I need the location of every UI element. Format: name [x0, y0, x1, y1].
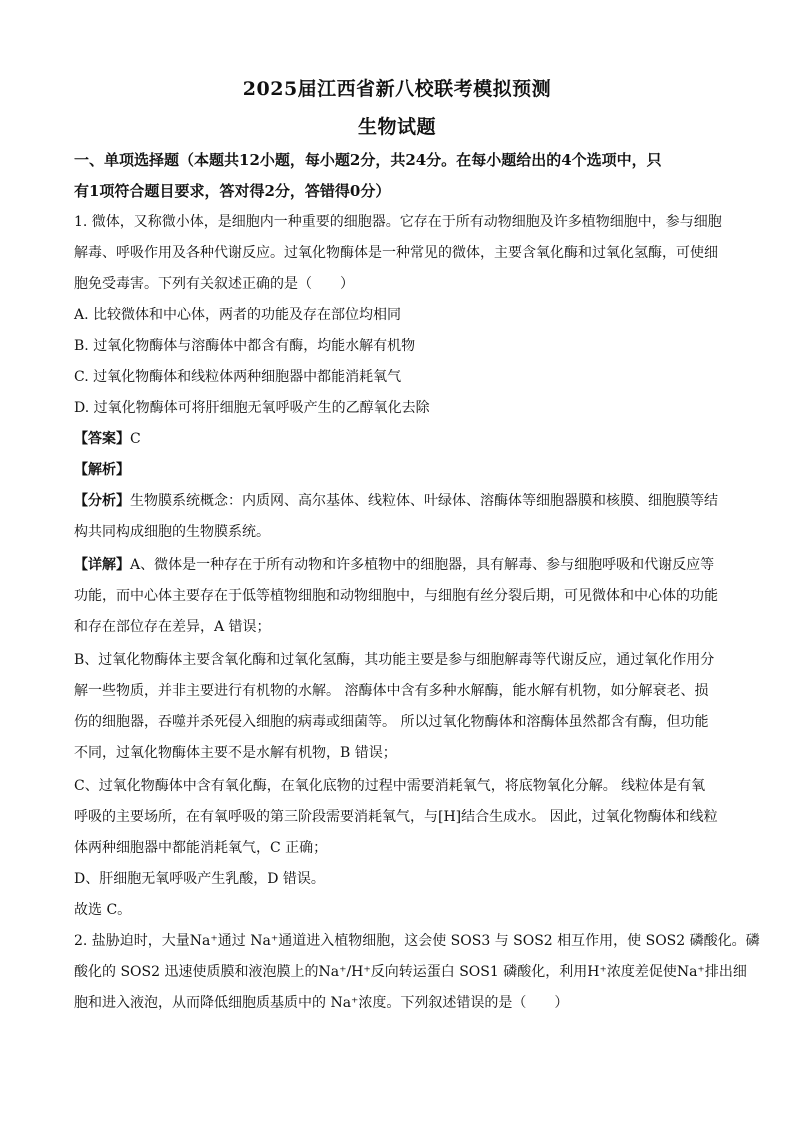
- exam-subtitle: 生物试题: [357, 116, 436, 138]
- q1-xiangjie-line: 不同，过氧化物酶体主要不是水解有机物，B 错误；: [74, 745, 397, 761]
- q1-fenxi-line: 构共同构成细胞的生物膜系统。: [74, 524, 270, 540]
- q1-option-b: B. 过氧化物酶体与溶酶体中都含有酶，均能水解有机物: [74, 338, 416, 354]
- q1-stem-line: 解毒、呼吸作用及各种代谢反应。过氧化物酶体是一种常见的微体，主要含氧化酶和过氧化氢酶，可使细: [74, 245, 718, 261]
- q1-stem-line: 胞免受毒害。下列有关叙述正确的是（ ）: [74, 276, 354, 292]
- q1-option-d: D. 过氧化物酶体可将肝细胞无氧呼吸产生的乙醇氧化去除: [74, 400, 430, 416]
- q1-xiangjie-line: 伤的细胞器，吞噬并杀死侵入细胞的病毒或细菌等。 所以过氧化物酶体和溶酶体虽然都含有酶，但功能: [74, 714, 709, 730]
- q1-answer: [74, 429, 724, 449]
- q1-stem-line: 1. 微体，又称微小体，是细胞内一种重要的细胞器。它存在于所有动物细胞及许多植物细胞中，参与细胞: [74, 214, 722, 230]
- q1-option-a: A. 比较微体和中心体，两者的功能及存在部位均相同: [74, 307, 402, 323]
- section-heading-line-1: 一、单项选择题（本题共12小题，每小题2分，共24分。在每小题给出的4个选项中，只: [74, 151, 662, 169]
- q2-stem-line: 胞和进入液泡，从而降低细胞质基质中的 Na⁺浓度。下列叙述错误的是（ ）: [74, 995, 569, 1011]
- fenxi-text: 生物膜系统概念：内质网、高尔基体、线粒体、叶绿体、溶酶体等细胞器膜和核膜、细胞膜等结: [130, 493, 718, 509]
- answer-tag: 【答案】: [74, 431, 130, 447]
- q1-analysis-heading: [74, 460, 724, 480]
- q2-stem-line: 酸化的 SOS2 迅速使质膜和液泡膜上的Na⁺/H⁺反向转运蛋白 SOS1 磷酸化，利用H⁺浓度差促使Na⁺排出细: [74, 964, 747, 980]
- analysis-tag: 【解析】: [74, 462, 130, 478]
- q1-xiangjie-line: 和存在部位存在差异，A 错误；: [74, 619, 271, 635]
- q1-option-c: C. 过氧化物酶体和线粒体两种细胞器中都能消耗氧气: [74, 369, 402, 385]
- q1-xiangjie-line: 解一些物质，并非主要进行有机物的水解。 溶酶体中含有多种水解酶，能水解有机物，如分解衰老、损: [74, 683, 709, 699]
- q1-xiangjie-line: B、过氧化物酶体主要含氧化酶和过氧化氢酶，其功能主要是参与细胞解毒等代谢反应，通过氧化作用分: [74, 652, 715, 668]
- q1-xiangjie-line: 功能，而中心体主要存在于低等植物细胞和动物细胞中，与细胞有丝分裂后期，可见微体和中心体的功能: [74, 588, 718, 604]
- q1-xiangjie-line: D、肝细胞无氧呼吸产生乳酸，D 错误。: [74, 871, 325, 887]
- q1-fenxi-line: [74, 491, 724, 511]
- answer-value: C: [130, 431, 141, 447]
- xiangjie-tag: 【详解】: [74, 557, 130, 573]
- q1-xiangjie-line: 呼吸的主要场所，在有氧呼吸的第三阶段需要消耗氧气，与[H]结合生成水。 因此，过氧化物酶体和线粒: [74, 809, 718, 825]
- xiangjie-text: A、微体是一种存在于所有动物和许多植物中的细胞器，具有解毒、参与细胞呼吸和代谢反应等: [130, 557, 715, 573]
- fenxi-tag: 【分析】: [74, 493, 130, 509]
- q1-xiangjie-line: [74, 555, 724, 575]
- q1-xiangjie-line: C、过氧化物酶体中含有氧化酶，在氧化底物的过程中需要消耗氧气，将底物氧化分解。 线粒体是有氧: [74, 778, 706, 794]
- q1-xiangjie-line: 故选 C。: [74, 902, 132, 918]
- section-heading-line-2: 有1项符合题目要求，答对得2分，答错得0分）: [74, 182, 391, 200]
- q1-xiangjie-line: 体两种细胞器中都能消耗氧气，C 正确；: [74, 840, 328, 856]
- q2-stem-line: 2. 盐胁迫时，大量Na⁺通过 Na⁺通道进入植物细胞，这会使 SOS3 与 SOS2 相互作用，使 SOS2 磷酸化。磷: [74, 933, 760, 949]
- exam-title: 2025届江西省新八校联考模拟预测: [242, 78, 552, 100]
